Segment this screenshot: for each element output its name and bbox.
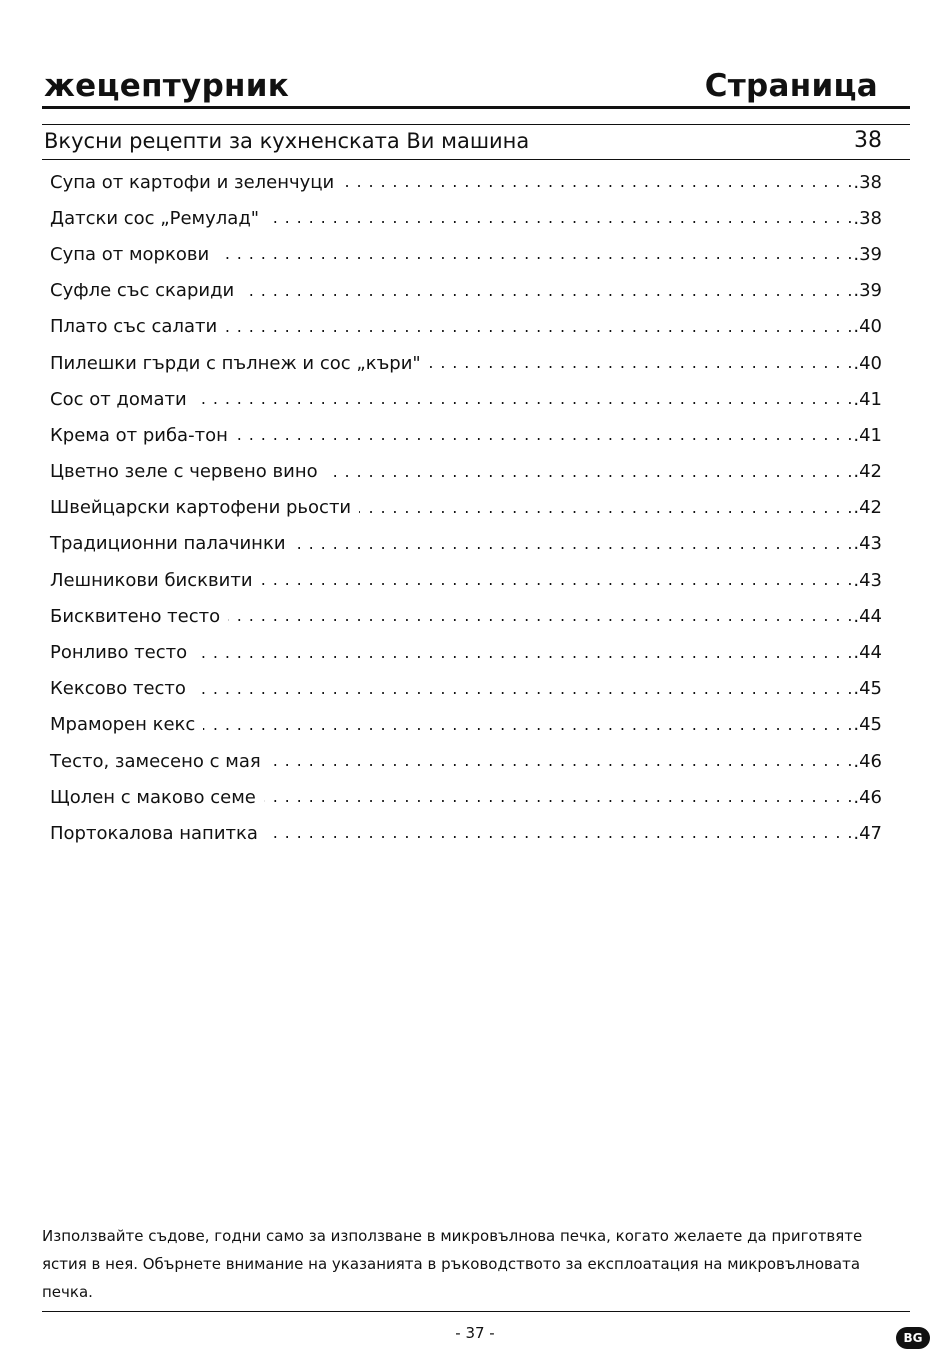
dot-leader bbox=[225, 316, 853, 338]
toc-entry-label: Тесто, замесено с мая bbox=[50, 750, 261, 772]
page-header bbox=[42, 62, 910, 109]
toc-entry-label: Супа от моркови bbox=[50, 243, 210, 265]
toc-entry-page: .40 bbox=[853, 316, 882, 338]
toc-entry bbox=[50, 634, 882, 670]
toc-entry bbox=[50, 164, 882, 200]
dot-leader bbox=[228, 605, 853, 627]
toc-entry-page: .45 bbox=[853, 678, 882, 700]
page-number: - 37 - bbox=[455, 1324, 495, 1342]
footer-divider bbox=[42, 1311, 910, 1312]
toc-entry-page: .44 bbox=[853, 642, 882, 664]
dot-leader bbox=[294, 533, 854, 555]
toc-entry bbox=[50, 671, 882, 707]
toc-entry-page: .46 bbox=[853, 750, 882, 772]
dot-leader bbox=[242, 280, 853, 302]
dot-leader bbox=[267, 207, 853, 229]
toc-entry-label: Ронливо тесто bbox=[50, 642, 188, 664]
toc-entry-label: Мраморен кекс bbox=[50, 714, 196, 736]
toc-entry-page: .41 bbox=[853, 424, 882, 446]
section-heading bbox=[42, 124, 910, 160]
toc-entry bbox=[50, 417, 882, 453]
toc-entry bbox=[50, 345, 882, 381]
toc-entry bbox=[50, 815, 882, 851]
toc-entry-page: .46 bbox=[853, 786, 882, 808]
toc-entry-label: Датски сос „Ремулад" bbox=[50, 207, 260, 229]
toc-entry-label: Бисквитено тесто bbox=[50, 605, 221, 627]
toc-entry bbox=[50, 309, 882, 345]
microwave-note: Използвайте съдове, годни само за използване в микровълнова печка, когато желаете да приготвяте ястия в нея. Обърнете внимание на указанията в ръководството за експлоатация на микровълновата печка. bbox=[42, 1227, 863, 1301]
header-page-label: Страница bbox=[704, 68, 878, 104]
table-of-contents bbox=[50, 164, 882, 852]
toc-entry-page: .38 bbox=[853, 171, 882, 193]
dot-leader bbox=[194, 678, 853, 700]
section-page-number: 38 bbox=[854, 128, 882, 153]
toc-entry-page: .38 bbox=[853, 207, 882, 229]
dot-leader bbox=[217, 243, 853, 265]
toc-entry-label: Портокалова напитка bbox=[50, 822, 258, 844]
toc-entry bbox=[50, 200, 882, 236]
toc-entry-page: .41 bbox=[853, 388, 882, 410]
dot-leader bbox=[326, 461, 854, 483]
toc-entry bbox=[50, 562, 882, 598]
toc-entry bbox=[50, 598, 882, 634]
toc-entry-page: .44 bbox=[853, 605, 882, 627]
dot-leader bbox=[261, 569, 854, 591]
toc-entry-label: Традиционни палачинки bbox=[50, 533, 286, 555]
toc-entry-label: Сос от домати bbox=[50, 388, 187, 410]
section-title: Вкусни рецепти за кухненската Ви машина bbox=[44, 129, 530, 153]
toc-entry-page: .42 bbox=[853, 461, 882, 483]
dot-leader bbox=[269, 750, 854, 772]
toc-entry-page: .39 bbox=[853, 243, 882, 265]
toc-entry bbox=[50, 779, 882, 815]
toc-entry-page: .45 bbox=[853, 714, 882, 736]
dot-leader bbox=[359, 497, 853, 519]
toc-entry bbox=[50, 526, 882, 562]
toc-entry-label: Суфле със скариди bbox=[50, 280, 235, 302]
toc-entry-page: .43 bbox=[853, 569, 882, 591]
dot-leader bbox=[236, 424, 854, 446]
toc-entry-label: Супа от картофи и зеленчуци bbox=[50, 171, 335, 193]
toc-entry bbox=[50, 273, 882, 309]
toc-entry-label: Швейцарски картофени рьости bbox=[50, 497, 352, 519]
toc-entry bbox=[50, 454, 882, 490]
dot-leader bbox=[195, 388, 854, 410]
toc-entry-page: .40 bbox=[853, 352, 882, 374]
toc-entry bbox=[50, 707, 882, 743]
dot-leader bbox=[264, 786, 854, 808]
dot-leader bbox=[203, 714, 853, 736]
toc-entry bbox=[50, 743, 882, 779]
toc-entry-label: Крема от риба-тон bbox=[50, 424, 228, 446]
toc-entry bbox=[50, 236, 882, 272]
dot-leader bbox=[429, 352, 854, 374]
toc-entry-label: Плато със салати bbox=[50, 316, 218, 338]
toc-entry-label: Щолен с маково семе bbox=[50, 786, 256, 808]
toc-entry-page: .39 bbox=[853, 280, 882, 302]
toc-entry-label: Цветно зеле с червено вино bbox=[50, 461, 318, 483]
toc-entry-label: Лешникови бисквити bbox=[50, 569, 253, 591]
toc-entry-label: Пилешки гърди с пълнеж и сос „къри" bbox=[50, 352, 421, 374]
language-badge: BG bbox=[896, 1327, 930, 1349]
toc-entry bbox=[50, 490, 882, 526]
toc-entry-label: Кексово тесто bbox=[50, 678, 186, 700]
header-title: жецептурник bbox=[44, 68, 290, 104]
toc-entry bbox=[50, 381, 882, 417]
dot-leader bbox=[195, 642, 853, 664]
dot-leader bbox=[342, 171, 853, 193]
dot-leader bbox=[266, 822, 853, 844]
toc-entry-page: .42 bbox=[853, 497, 882, 519]
toc-entry-page: .43 bbox=[853, 533, 882, 555]
toc-entry-page: .47 bbox=[853, 822, 882, 844]
